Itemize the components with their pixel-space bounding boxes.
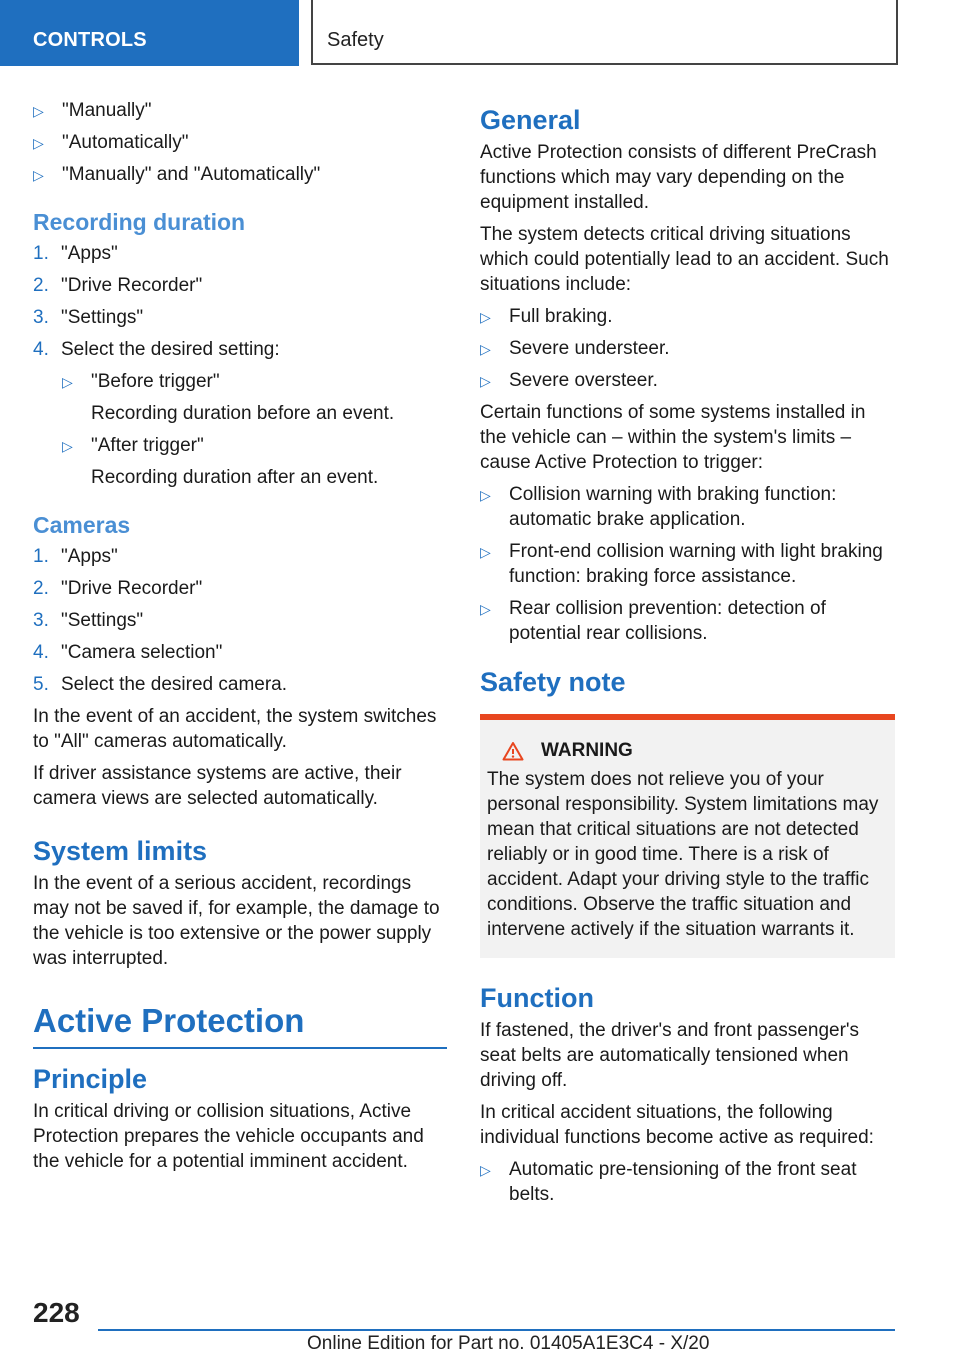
left-column xyxy=(33,98,447,1181)
triangle-bullet-icon: ▷ xyxy=(480,373,491,389)
warning-text: The system does not relieve you of your personal responsibility. System limitations may mean that critical situations are not detected reliably or in good time. There is a risk of accident. Adapt your driving style to the traffic conditions. Observe the traffic situation and intervene actively if the situation warrants it. xyxy=(487,769,879,940)
heading-rule xyxy=(33,1047,447,1049)
paragraph: In critical driving or collision situations, Active Protection prepares the vehicle occupants and the vehicle for a potential imminent accident. xyxy=(33,1101,424,1172)
step-item: 4. "Camera selection" xyxy=(33,642,223,663)
page-number: 228 xyxy=(33,1297,80,1328)
paragraph: Active Protection consists of different PreCrash functions which may vary depending on the equipment installed. xyxy=(480,142,877,213)
warning-title: WARNING xyxy=(487,738,888,763)
sub-list-item: ▷ "After trigger" Recording duration after an event. xyxy=(62,435,379,488)
list-item: ▷ Full braking. xyxy=(480,304,895,329)
triangle-bullet-icon: ▷ xyxy=(62,438,73,454)
list-item: ▷ Rear collision prevention: detection of potential rear collisions. xyxy=(480,598,826,644)
triangle-bullet-icon: ▷ xyxy=(480,544,491,560)
list-item: ▷ Collision warning with braking function: automatic brake application. xyxy=(480,484,837,530)
recording-duration-heading: Recording duration xyxy=(33,209,246,235)
system-limits-heading: System limits xyxy=(33,836,208,866)
header-section-label: CONTROLS xyxy=(33,29,147,51)
list-item: ▷ "Automatically" xyxy=(33,130,447,155)
list-item: ▷ Front-end collision warning with light braking function: braking force assistance. xyxy=(480,541,883,587)
step-item: 3. "Settings" xyxy=(33,610,144,631)
paragraph: In the event of an accident, the system switches to "All" cameras automatically. xyxy=(33,706,437,752)
header-title: Safety xyxy=(327,29,384,51)
step-item: 2. "Drive Recorder" xyxy=(33,578,203,599)
general-heading: General xyxy=(480,105,581,135)
triangle-bullet-icon: ▷ xyxy=(480,601,491,617)
paragraph: In the event of a serious accident, recordings may not be saved if, for example, the damage to the vehicle is too extensive or the power supply was interrupted. xyxy=(33,873,440,969)
list-item: ▷ "Manually" and "Automatically" xyxy=(33,162,447,187)
cameras-heading: Cameras xyxy=(33,512,131,538)
triangle-bullet-icon: ▷ xyxy=(62,374,73,390)
principle-heading: Principle xyxy=(33,1064,148,1094)
step-item: 2. "Drive Recorder" xyxy=(33,275,203,296)
list-item: ▷ Severe understeer. xyxy=(480,336,895,361)
triangle-bullet-icon: ▷ xyxy=(480,309,491,325)
triangle-bullet-icon: ▷ xyxy=(480,341,491,357)
triangle-bullet-icon: ▷ xyxy=(33,135,44,151)
safety-note-heading: Safety note xyxy=(480,667,626,697)
active-protection-heading: Active Protection xyxy=(33,1002,305,1039)
triangle-bullet-icon: ▷ xyxy=(480,487,491,503)
paragraph: If driver assistance systems are active, their camera views are selected automatically. xyxy=(33,763,402,809)
warning-box xyxy=(480,714,895,958)
header-section-tab xyxy=(0,0,299,66)
sub-list-item: ▷ "Before trigger" Recording duration before an event. xyxy=(62,371,395,424)
step-item: 1. "Apps" xyxy=(33,243,118,264)
list-item: ▷ Severe oversteer. xyxy=(480,368,895,393)
paragraph: Certain functions of some systems installed in the vehicle can – within the system's limits – cause Active Protection to trigger: xyxy=(480,402,866,473)
function-heading: Function xyxy=(480,983,594,1013)
header-title-box xyxy=(311,0,898,65)
step-item: 3. "Settings" xyxy=(33,307,144,328)
paragraph: In critical accident situations, the following individual functions become active as required: xyxy=(480,1102,874,1148)
triangle-bullet-icon: ▷ xyxy=(480,1162,491,1178)
paragraph: If fastened, the driver's and front passenger's seat belts are automatically tensioned when driving off. xyxy=(480,1020,860,1091)
right-column xyxy=(480,98,895,1214)
footer-rule xyxy=(98,1329,895,1331)
warning-triangle-icon xyxy=(502,741,524,761)
step-item: 1. "Apps" xyxy=(33,546,118,567)
list-item: ▷ "Manually" xyxy=(33,98,447,123)
paragraph: The system detects critical driving situations which could potentially lead to an accident. Such situations include: xyxy=(480,224,889,295)
list-item: ▷ Automatic pre-tensioning of the front seat belts. xyxy=(480,1159,857,1205)
step-item: 5. Select the desired camera. xyxy=(33,674,288,695)
triangle-bullet-icon: ▷ xyxy=(33,167,44,183)
footer-edition-text: Online Edition for Part no. 01405A1E3C4 - X/20 xyxy=(307,1333,710,1354)
step-item: 4. Select the desired setting: xyxy=(33,339,280,360)
triangle-bullet-icon: ▷ xyxy=(33,103,44,119)
